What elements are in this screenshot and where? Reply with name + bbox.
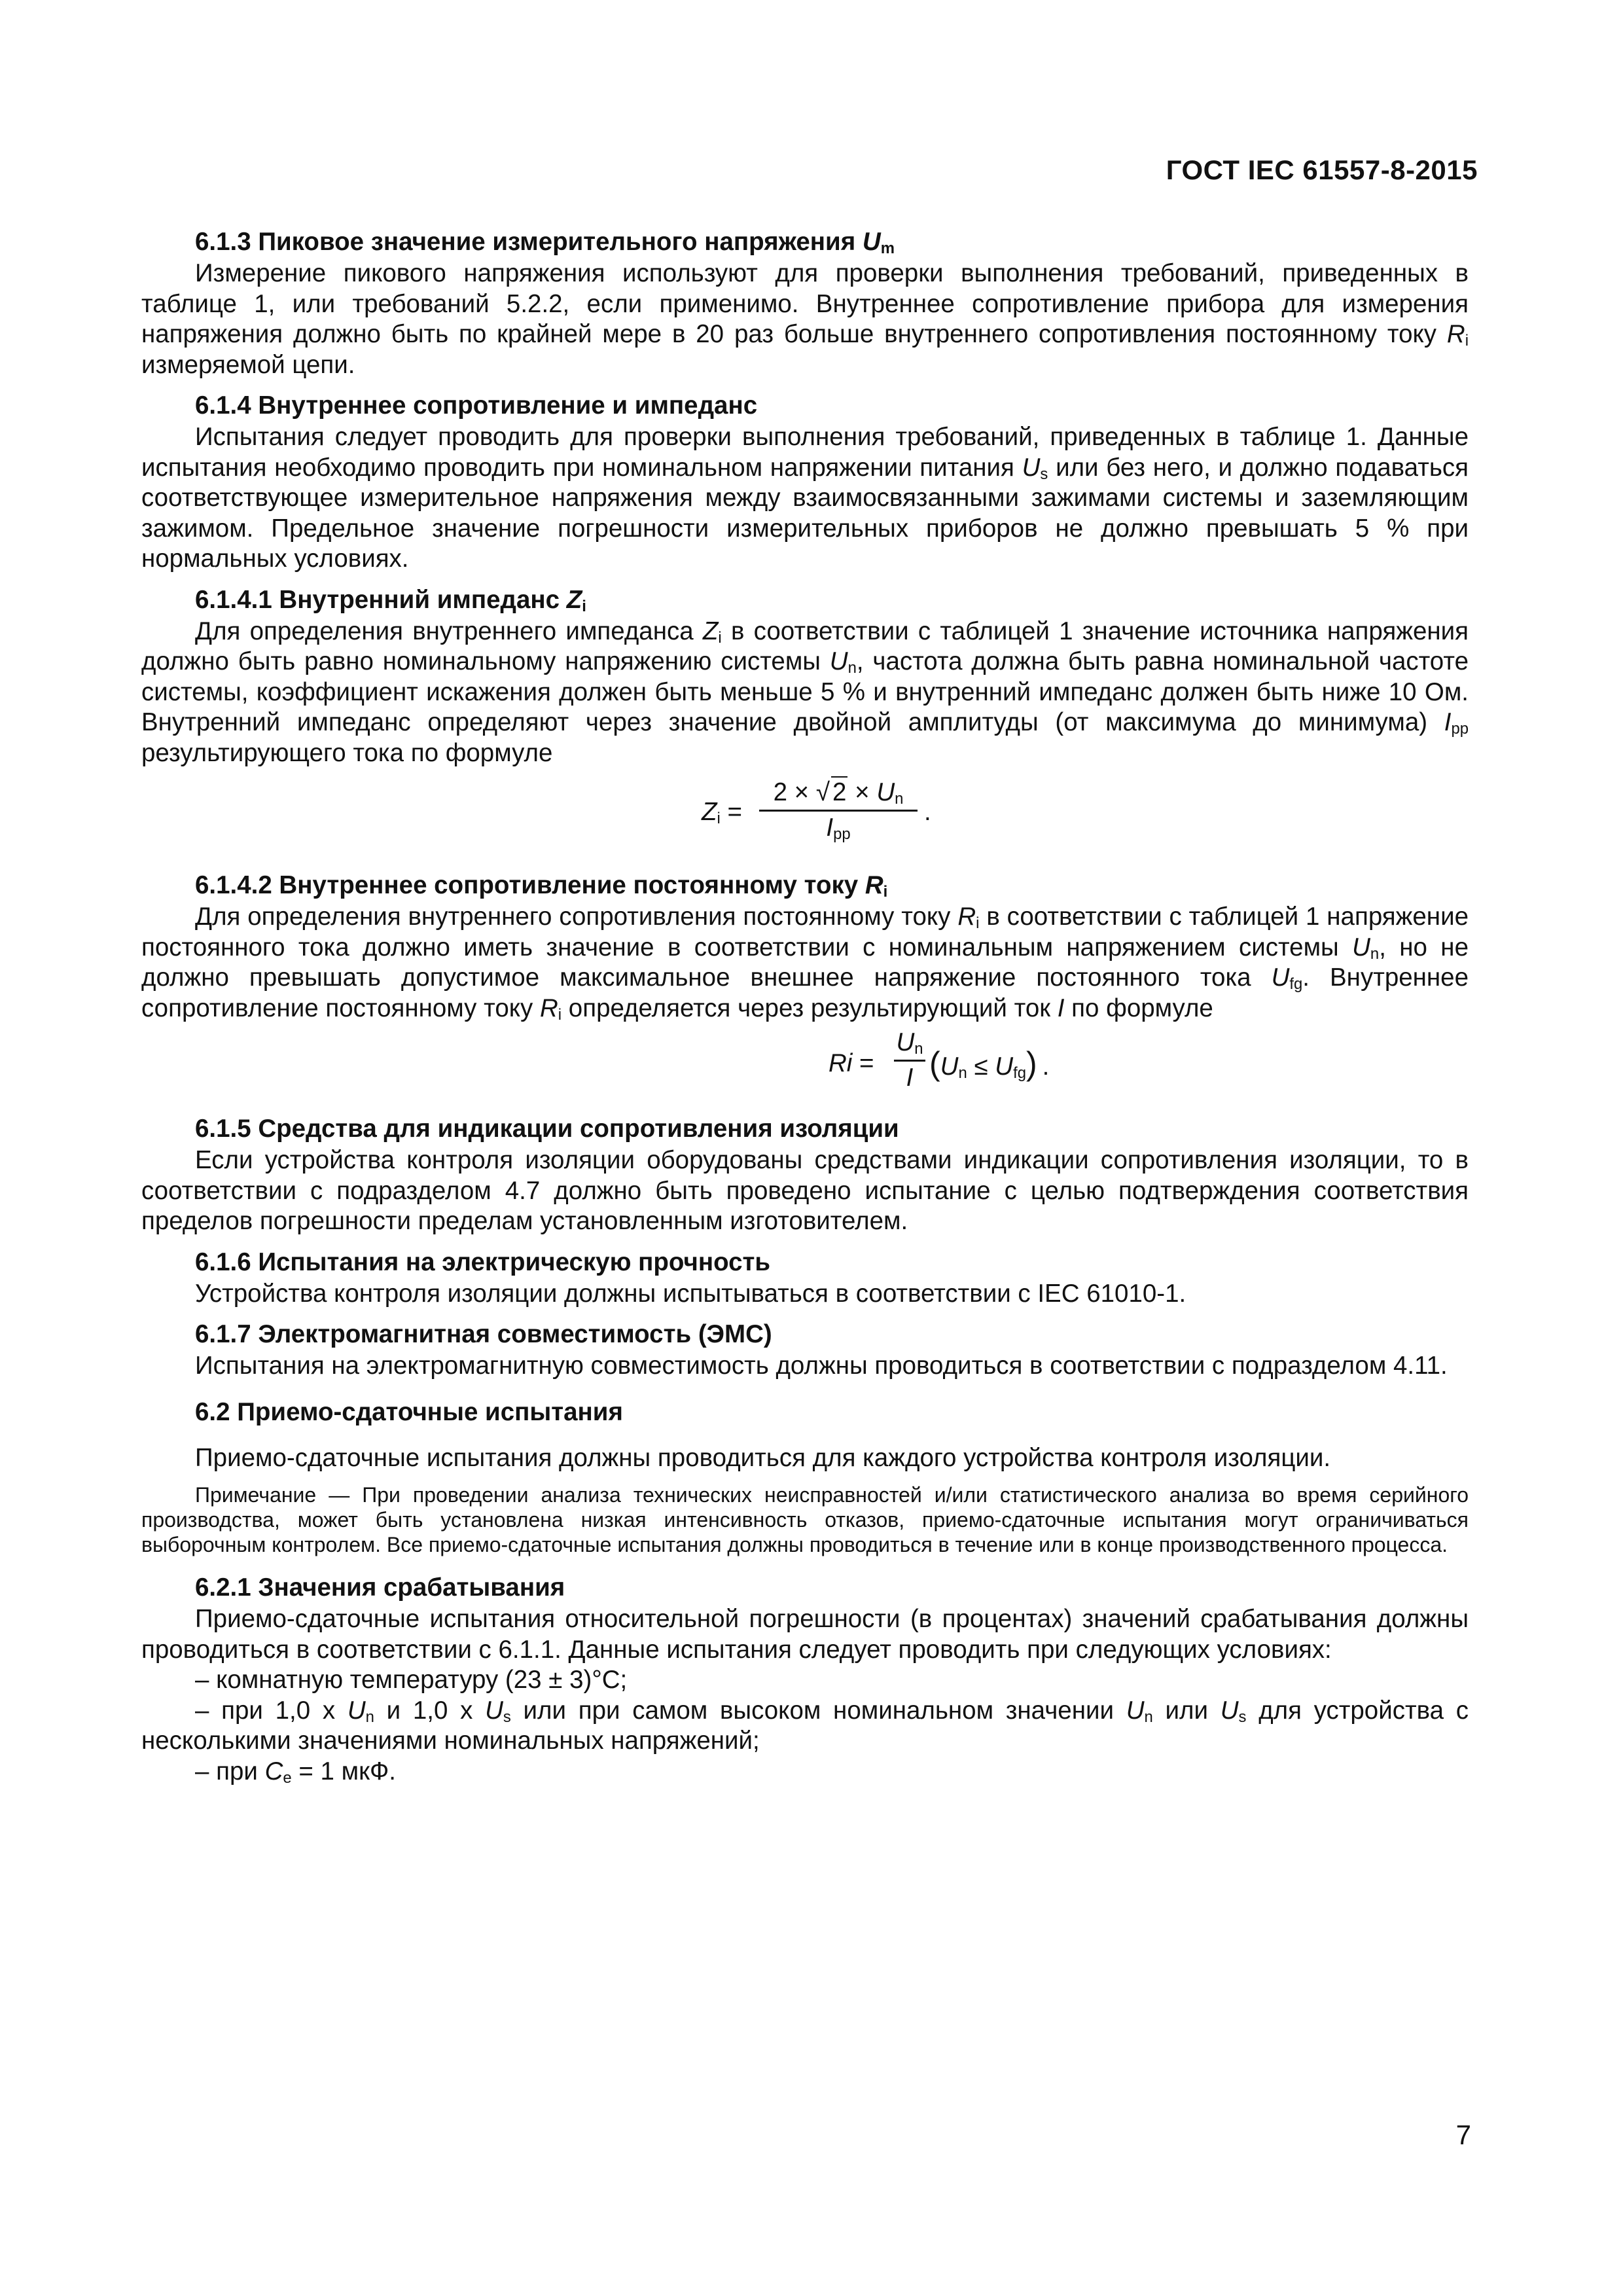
section-heading-6-1-5: 6.1.5 Средства для индикации сопротивления изоляции xyxy=(195,1115,899,1143)
document-header: ГОСТ IEC 61557-8-2015 xyxy=(1166,154,1478,185)
paragraph-6-1-4-2: Для определения внутреннего сопротивления постоянному току $R_i$ в соответствии с таблицей 1 напряжение постоянного тока должно иметь значение в соответствии с номинальным напряжением системы $U_n$, но не должно превышать допустимое максимальное внешнее напряжение постоянного тока $U_{fg}$. Внутреннее сопротивление постоянному току $R_i$ определяется через результирующий ток I по формуле xyxy=(141,903,1469,1024)
formula-numerator: 2 × √ $2 \times U_n$ xyxy=(759,776,918,808)
list-item-temperature: – комнатную температуру (23 ± 3)°C; xyxy=(195,1666,628,1694)
formula-fraction xyxy=(894,1028,925,1093)
section-heading-6-1-3: 6.1.3 Пиковое значение измерительного напряжения $U_m$ xyxy=(195,228,895,257)
paragraph-6-1-3: Измерение пикового напряжения используют для проверки выполнения требований, приведенных в таблице 1, или требований 5.2.2, если применимо. Внутреннее сопротивление прибора для измерения напряжения должно быть по крайней мере в 20 раз больше внутреннего сопротивления постоянному току $R_i$ измеряемой цепи. xyxy=(141,259,1469,379)
formula-fraction xyxy=(759,776,918,843)
fraction-bar xyxy=(759,810,918,812)
note-6-2: Примечание — При проведении анализа технических неисправностей и/или статистического анализа во время серийного производства, может быть установлена низкая интенсивность отказов, приемо-сдаточные испытания могут ограничиваться выборочным контролем. Все приемо-сдаточные испытания должны проводиться в течение или в конце производственного процесса. xyxy=(141,1483,1469,1556)
section-heading-6-2-1: 6.2.1 Значения срабатывания xyxy=(195,1573,565,1602)
section-heading-6-2: 6.2 Приемо-сдаточные испытания xyxy=(195,1397,623,1426)
formula-lhs: Ri = xyxy=(829,1049,874,1077)
formula-denominator: $I_{pp}$ xyxy=(826,813,851,843)
section-heading-6-1-4-1: 6.1.4.1 Внутренний импеданс $Z_i$ xyxy=(195,585,586,615)
formula-resistance xyxy=(141,1024,1469,1103)
formula-impedance xyxy=(141,768,1469,860)
formula-numerator: $U_n$ xyxy=(896,1028,923,1058)
section-heading-6-1-6: 6.1.6 Испытания на электрическую прочность xyxy=(195,1247,771,1276)
fraction-bar xyxy=(894,1060,925,1062)
paragraph-6-1-6: Устройства контроля изоляции должны испытываться в соответствии с IEC 61010-1. xyxy=(195,1279,1186,1308)
list-item-voltage: – при 1,0 x $U_n$ и 1,0 x $U_s$ или при самом высоком номинальном значении $U_n$ или $U_s$ для устройства с несколькими значениями номинальных напряжений; xyxy=(141,1696,1469,1755)
paragraph-6-1-4: Испытания следует проводить для проверки выполнения требований, приведенных в таблице 1. Данные испытания необходимо проводить при номинальном напряжении питания $U_s$ или без него, и должно подаваться соответствующее измерительное напряжения между взаимосвязанными зажимами системы и заземляющим зажимом. Предельное значение погрешности измерительных приборов не должно превышать 5 % при нормальных условиях. xyxy=(141,423,1469,573)
formula-denominator: I xyxy=(906,1063,914,1092)
paragraph-6-2: Приемо-сдаточные испытания должны проводиться для каждого устройства контроля изоляции. xyxy=(195,1443,1331,1472)
page-number: 7 xyxy=(1455,2119,1471,2150)
formula-lhs: $Z_i$ = xyxy=(702,798,743,827)
paragraph-6-1-7: Испытания на электромагнитную совместимость должны проводиться в соответствии с подразделом 4.11. xyxy=(195,1352,1448,1380)
paragraph-6-1-4-1: Для определения внутреннего импеданса $Z_i$ в соответствии с таблицей 1 значение источника напряжения должно быть равно номинальному напряжению системы $U_n$, частота должна быть равна номинальной частоте системы, коэффициент искажения должен быть меньше 5 % и внутренний импеданс должен быть ниже 10 Ом. Внутренний импеданс определяют через значение двойной амплитуды (от максимума до минимума) $I_{pp}$ результирующего тока по формуле xyxy=(141,617,1469,767)
formula-condition: $(U_n \le U_{fg})$ . xyxy=(929,1045,1050,1082)
formula-tail: . xyxy=(924,798,931,826)
paragraph-6-1-5: Если устройства контроля изоляции оборудованы средствами индикации сопротивления изоляции, то в соответствии с подразделом 4.7 должно быть проведено испытание с целью подтверждения соответствия пределов погрешности пределам установленным изготовителем. xyxy=(141,1146,1469,1235)
page-content xyxy=(141,226,1469,1787)
sqrt-sign: √ xyxy=(815,778,830,806)
section-heading-6-1-7: 6.1.7 Электромагнитная совместимость (ЭМС) xyxy=(195,1320,772,1348)
list-item-capacitance: – при $C_e = 1$ мкФ. xyxy=(195,1757,396,1787)
section-heading-6-1-4: 6.1.4 Внутреннее сопротивление и импеданс xyxy=(195,391,758,420)
paragraph-6-2-1: Приемо-сдаточные испытания относительной погрешности (в процентах) значений срабатывания должны проводиться в соответствии с 6.1.1. Данные испытания следует проводить при следующих условиях: xyxy=(141,1605,1469,1664)
section-heading-6-1-4-2: 6.1.4.2 Внутреннее сопротивление постоянному току $R_i$ xyxy=(195,871,888,901)
